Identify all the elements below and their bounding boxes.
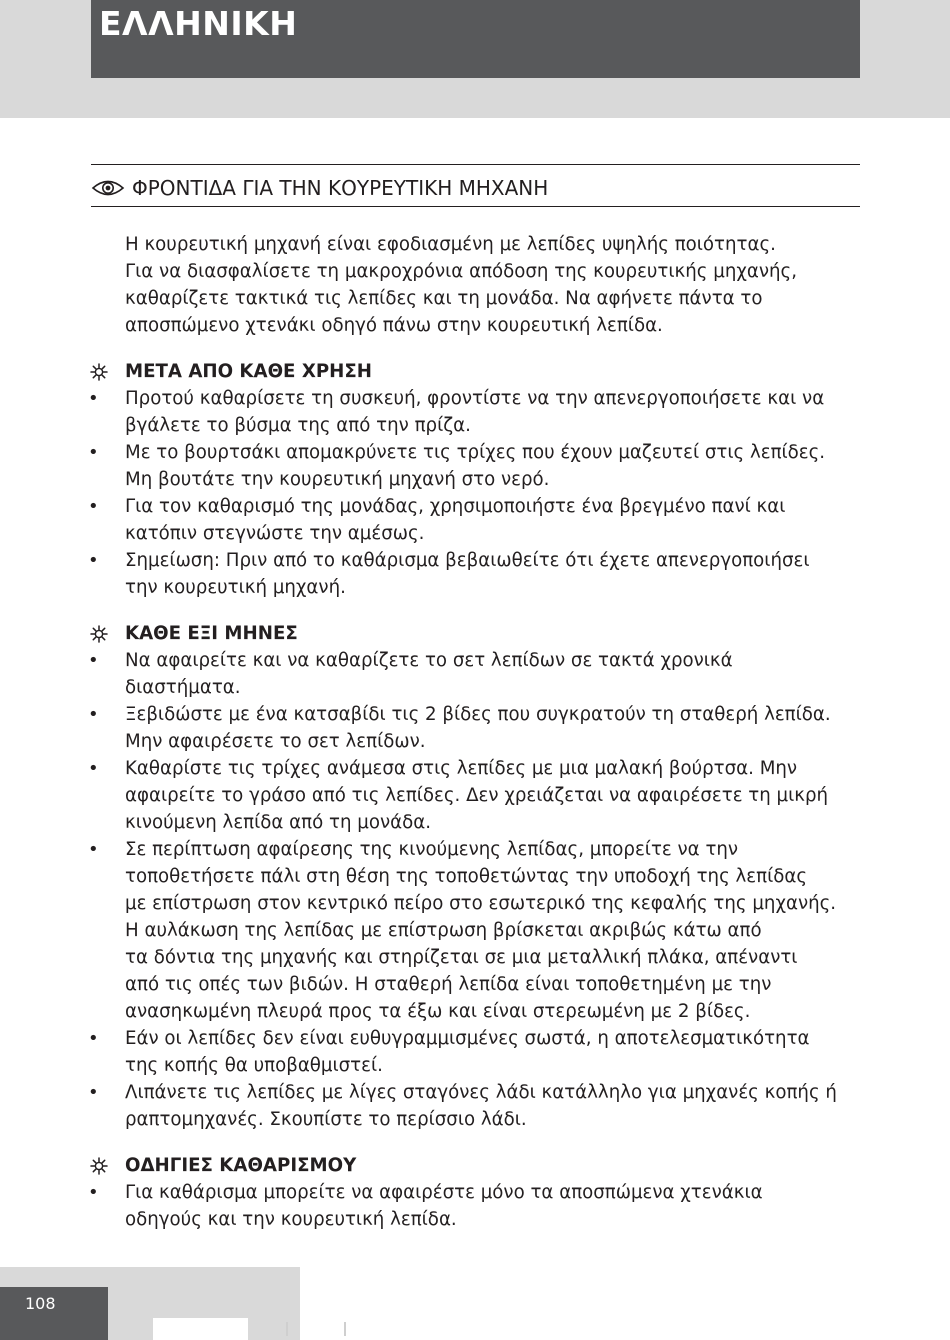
bullet-dot: • xyxy=(88,650,99,671)
star-icon xyxy=(90,1157,108,1175)
list-item xyxy=(0,547,860,601)
list-item-line: Μη βουτάτε την κουρευτική μηχανή στο νερό. xyxy=(125,469,550,490)
main-heading-text: ΦΡΟΝΤΙΔΑ ΓΙΑ ΤΗΝ ΚΟΥΡΕΥΤΙΚΗ ΜΗΧΑΝΗ xyxy=(132,176,549,200)
footer-decor xyxy=(286,1322,288,1336)
list-item xyxy=(0,1079,860,1133)
list-item xyxy=(0,647,860,701)
list-item-line: ραπτομηχανές. Σκουπίστε το περίσσιο λάδι. xyxy=(125,1109,527,1130)
list-item xyxy=(0,836,860,1025)
list-item-line: τα δόντια της μηχανής και στηρίζεται σε μια μεταλλική πλάκα, απέναντι xyxy=(125,947,798,968)
list-item-line: αφαιρείτε το γράσο από τις λεπίδες. Δεν χρειάζεται να αφαιρέσετε τη μικρή xyxy=(125,785,829,806)
list-item-line: Εάν οι λεπίδες δεν είναι ευθυγραμμισμένες σωστά, η αποτελεσματικότητα xyxy=(125,1028,810,1049)
list-item-line: Καθαρίστε τις τρίχες ανάμεσα στις λεπίδες με μια μαλακή βούρτσα. Μην xyxy=(125,758,798,779)
section-heading xyxy=(0,358,950,385)
list-item-line: Για τον καθαρισμό της μονάδας, χρησιμοποιήστε ένα βρεγμένο πανί και xyxy=(125,496,786,517)
list-item xyxy=(0,493,860,547)
header-band xyxy=(0,0,950,118)
intro-line: Για να διασφαλίσετε τη μακροχρόνια απόδοση της κουρευτικής μηχανής, xyxy=(125,261,797,282)
list-item-line: Σε περίπτωση αφαίρεσης της κινούμενης λεπίδας, μπορείτε να την xyxy=(125,839,739,860)
section-heading xyxy=(0,620,950,647)
list-item-line: βγάλετε το βύσμα της από την πρίζα. xyxy=(125,415,471,436)
list-item xyxy=(0,1025,860,1079)
intro-paragraph xyxy=(125,231,855,339)
content xyxy=(0,231,950,1233)
bullet-dot: • xyxy=(88,442,99,463)
list-item xyxy=(0,755,860,836)
section-heading xyxy=(0,1152,950,1179)
bullet-list xyxy=(0,385,950,601)
star-icon xyxy=(90,625,108,643)
bullet-dot: • xyxy=(88,496,99,517)
heading-rule-bottom xyxy=(91,206,860,207)
bullet-dot: • xyxy=(88,1028,99,1049)
list-item xyxy=(0,1179,860,1233)
eye-icon xyxy=(91,178,125,198)
section-title: ΜΕΤΑ ΑΠΟ ΚΑΘΕ ΧΡΗΣΗ xyxy=(125,361,373,382)
list-item-line: Μην αφαιρέσετε το σετ λεπίδων. xyxy=(125,731,426,752)
section-title: ΟΔΗΓΙΕΣ ΚΑΘΑΡΙΣΜΟΥ xyxy=(125,1155,357,1176)
bullet-dot: • xyxy=(88,758,99,779)
list-item-line: Προτού καθαρίσετε τη συσκευή, φροντίστε να την απενεργοποιήσετε και να xyxy=(125,388,825,409)
page-number-box xyxy=(0,1287,108,1340)
section xyxy=(0,1152,950,1233)
list-item-line: κινούμενη λεπίδα από τη μονάδα. xyxy=(125,812,431,833)
bullet-list xyxy=(0,647,950,1133)
list-item-line: της κοπής θα υποβαθμιστεί. xyxy=(125,1055,383,1076)
sections xyxy=(0,358,950,1233)
intro-line: καθαρίζετε τακτικά τις λεπίδες και τη μονάδα. Να αφήνετε πάντα το xyxy=(125,288,763,309)
bullet-dot: • xyxy=(88,1082,99,1103)
list-item-line: τοποθετήσετε πάλι στη θέση της τοποθετώντας την υποδοχή της λεπίδας xyxy=(125,866,808,887)
list-item-line: ανασηκωμένη πλευρά προς τα έξω και είναι στερεωμένη με 2 βίδες. xyxy=(125,1001,751,1022)
intro-line: αποσπώμενο χτενάκι οδηγό πάνω στην κουρευτική λεπίδα. xyxy=(125,315,663,336)
section xyxy=(0,620,950,1133)
footer-decor xyxy=(153,1318,248,1340)
list-item-line: οδηγούς και την κουρευτική λεπίδα. xyxy=(125,1209,457,1230)
bullet-dot: • xyxy=(88,388,99,409)
list-item xyxy=(0,701,860,755)
bullet-dot: • xyxy=(88,839,99,860)
list-item xyxy=(0,385,860,439)
list-item xyxy=(0,439,860,493)
list-item-line: Σημείωση: Πριν από το καθάρισμα βεβαιωθείτε ότι έχετε απενεργοποιήσει xyxy=(125,550,810,571)
main-heading xyxy=(91,175,548,201)
intro-line: Η κουρευτική μηχανή είναι εφοδιασμένη με λεπίδες υψηλής ποιότητας. xyxy=(125,234,776,255)
bullet-list xyxy=(0,1179,950,1233)
section xyxy=(0,358,950,601)
list-item-line: Λιπάνετε τις λεπίδες με λίγες σταγόνες λάδι κατάλληλο για μηχανές κοπής ή xyxy=(125,1082,837,1103)
list-item-line: με επίστρωση στον κεντρικό πείρο στο εσωτερικό της κεφαλής της μηχανής. xyxy=(125,893,837,914)
list-item-line: Ξεβιδώστε με ένα κατσαβίδι τις 2 βίδες που συγκρατούν τη σταθερή λεπίδα. xyxy=(125,704,831,725)
list-item-line: Η αυλάκωση της λεπίδας με επίστρωση βρίσκεται ακριβώς κάτω από xyxy=(125,920,762,941)
language-title: ΕΛΛΗΝΙΚΗ xyxy=(99,4,298,43)
bullet-dot: • xyxy=(88,550,99,571)
star-icon xyxy=(90,363,108,381)
list-item-line: Με το βουρτσάκι απομακρύνετε τις τρίχες που έχουν μαζευτεί στις λεπίδες. xyxy=(125,442,826,463)
bullet-dot: • xyxy=(88,704,99,725)
list-item-line: Να αφαιρείτε και να καθαρίζετε το σετ λεπίδων σε τακτά χρονικά xyxy=(125,650,733,671)
list-item-line: κατόπιν στεγνώστε την αμέσως. xyxy=(125,523,425,544)
page-number: 108 xyxy=(25,1294,56,1313)
list-item-line: Για καθάρισμα μπορείτε να αφαιρέστε μόνο τα αποσπώμενα χτενάκια xyxy=(125,1182,763,1203)
language-tab xyxy=(91,0,860,78)
list-item-line: από τις οπές των βιδών. Η σταθερή λεπίδα είναι τοποθετημένη με την xyxy=(125,974,772,995)
footer-decor xyxy=(344,1322,346,1336)
list-item-line: διαστήματα. xyxy=(125,677,241,698)
section-title: ΚΑΘΕ ΕΞΙ ΜΗΝΕΣ xyxy=(125,623,298,644)
heading-rule-top xyxy=(91,164,860,165)
list-item-line: την κουρευτική μηχανή. xyxy=(125,577,346,598)
bullet-dot: • xyxy=(88,1182,99,1203)
